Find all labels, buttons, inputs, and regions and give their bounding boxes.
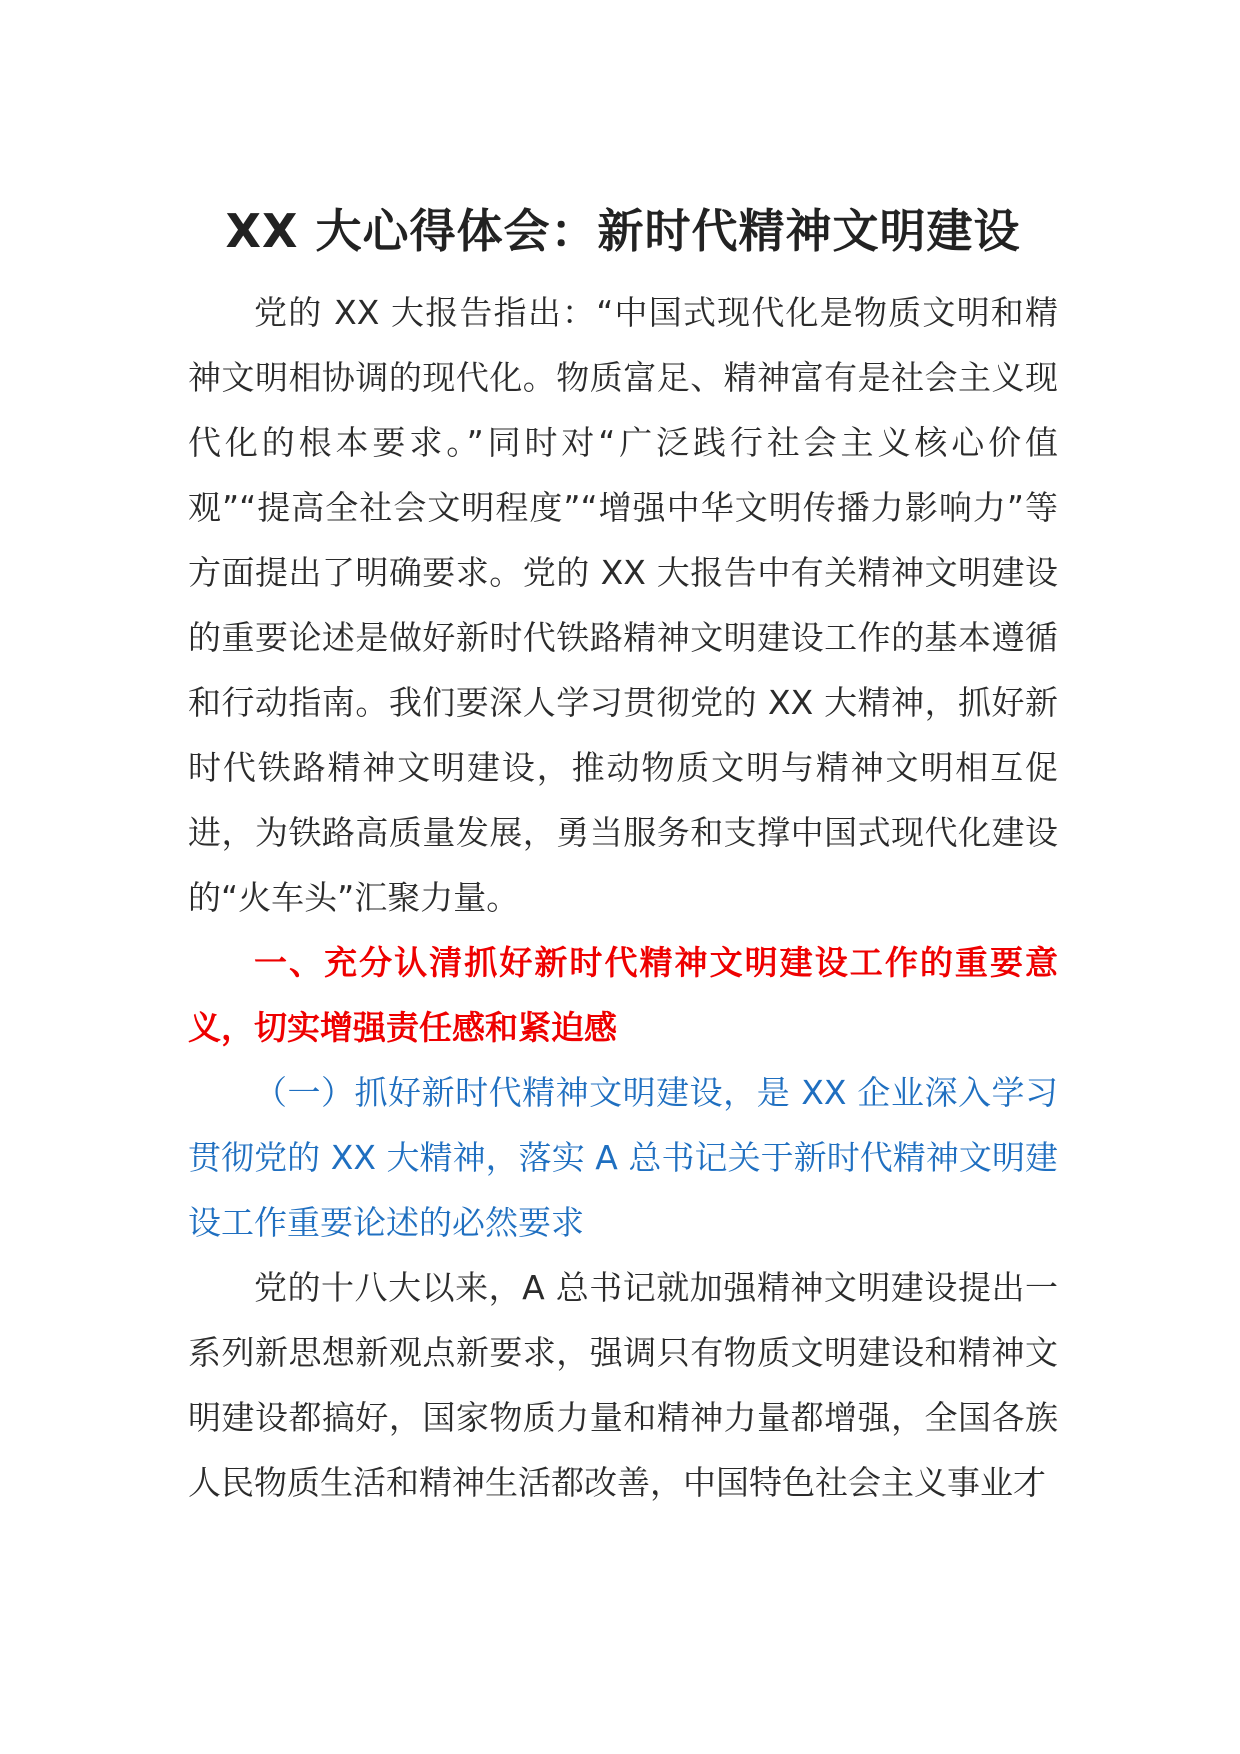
document-page xyxy=(188,190,1058,1515)
document-title: XX 大心得体会：新时代精神文明建设 xyxy=(225,204,1021,258)
subsection-heading-1: （一）抓好新时代精神文明建设，是 XX 企业深入学习贯彻党的 XX 大精神，落实 A 总书记关于新时代精神文明建设工作重要论述的必然要求 xyxy=(188,1073,1058,1242)
intro-paragraph: 党的 XX 大报告指出：“中国式现代化是物质文明和精神文明相协调的现代化。物质富足、精神富有是社会主义现代化的根本要求。”同时对“广泛践行社会主义核心价值观”“提高全社会文明程度”“增强中华文明传播力影响力”等方面提出了明确要求。党的 XX 大报告中有关精神文明建设的重要论述是做好新时代铁路精神文明建设工作的基本遵循和行动指南。我们要深人学习贯彻党的 XX 大精神，抓好新时代铁路精神文明建设，推动物质文明与精神文明相互促进，为铁路高质量发展，勇当服务和支撑中国式现代化建设的“火车头”汇聚力量。 xyxy=(188,293,1058,917)
body-paragraph: 党的十八大以来，A 总书记就加强精神文明建设提出一系列新思想新观点新要求，强调只有物质文明建设和精神文明建设都搞好，国家物质力量和精神力量都增强，全国各族人民物质生活和精神生活都改善，中国特色社会主义事业才 xyxy=(188,1268,1058,1502)
section-heading-1: 一、充分认清抓好新时代精神文明建设工作的重要意义，切实增强责任感和紧迫感 xyxy=(188,943,1058,1047)
